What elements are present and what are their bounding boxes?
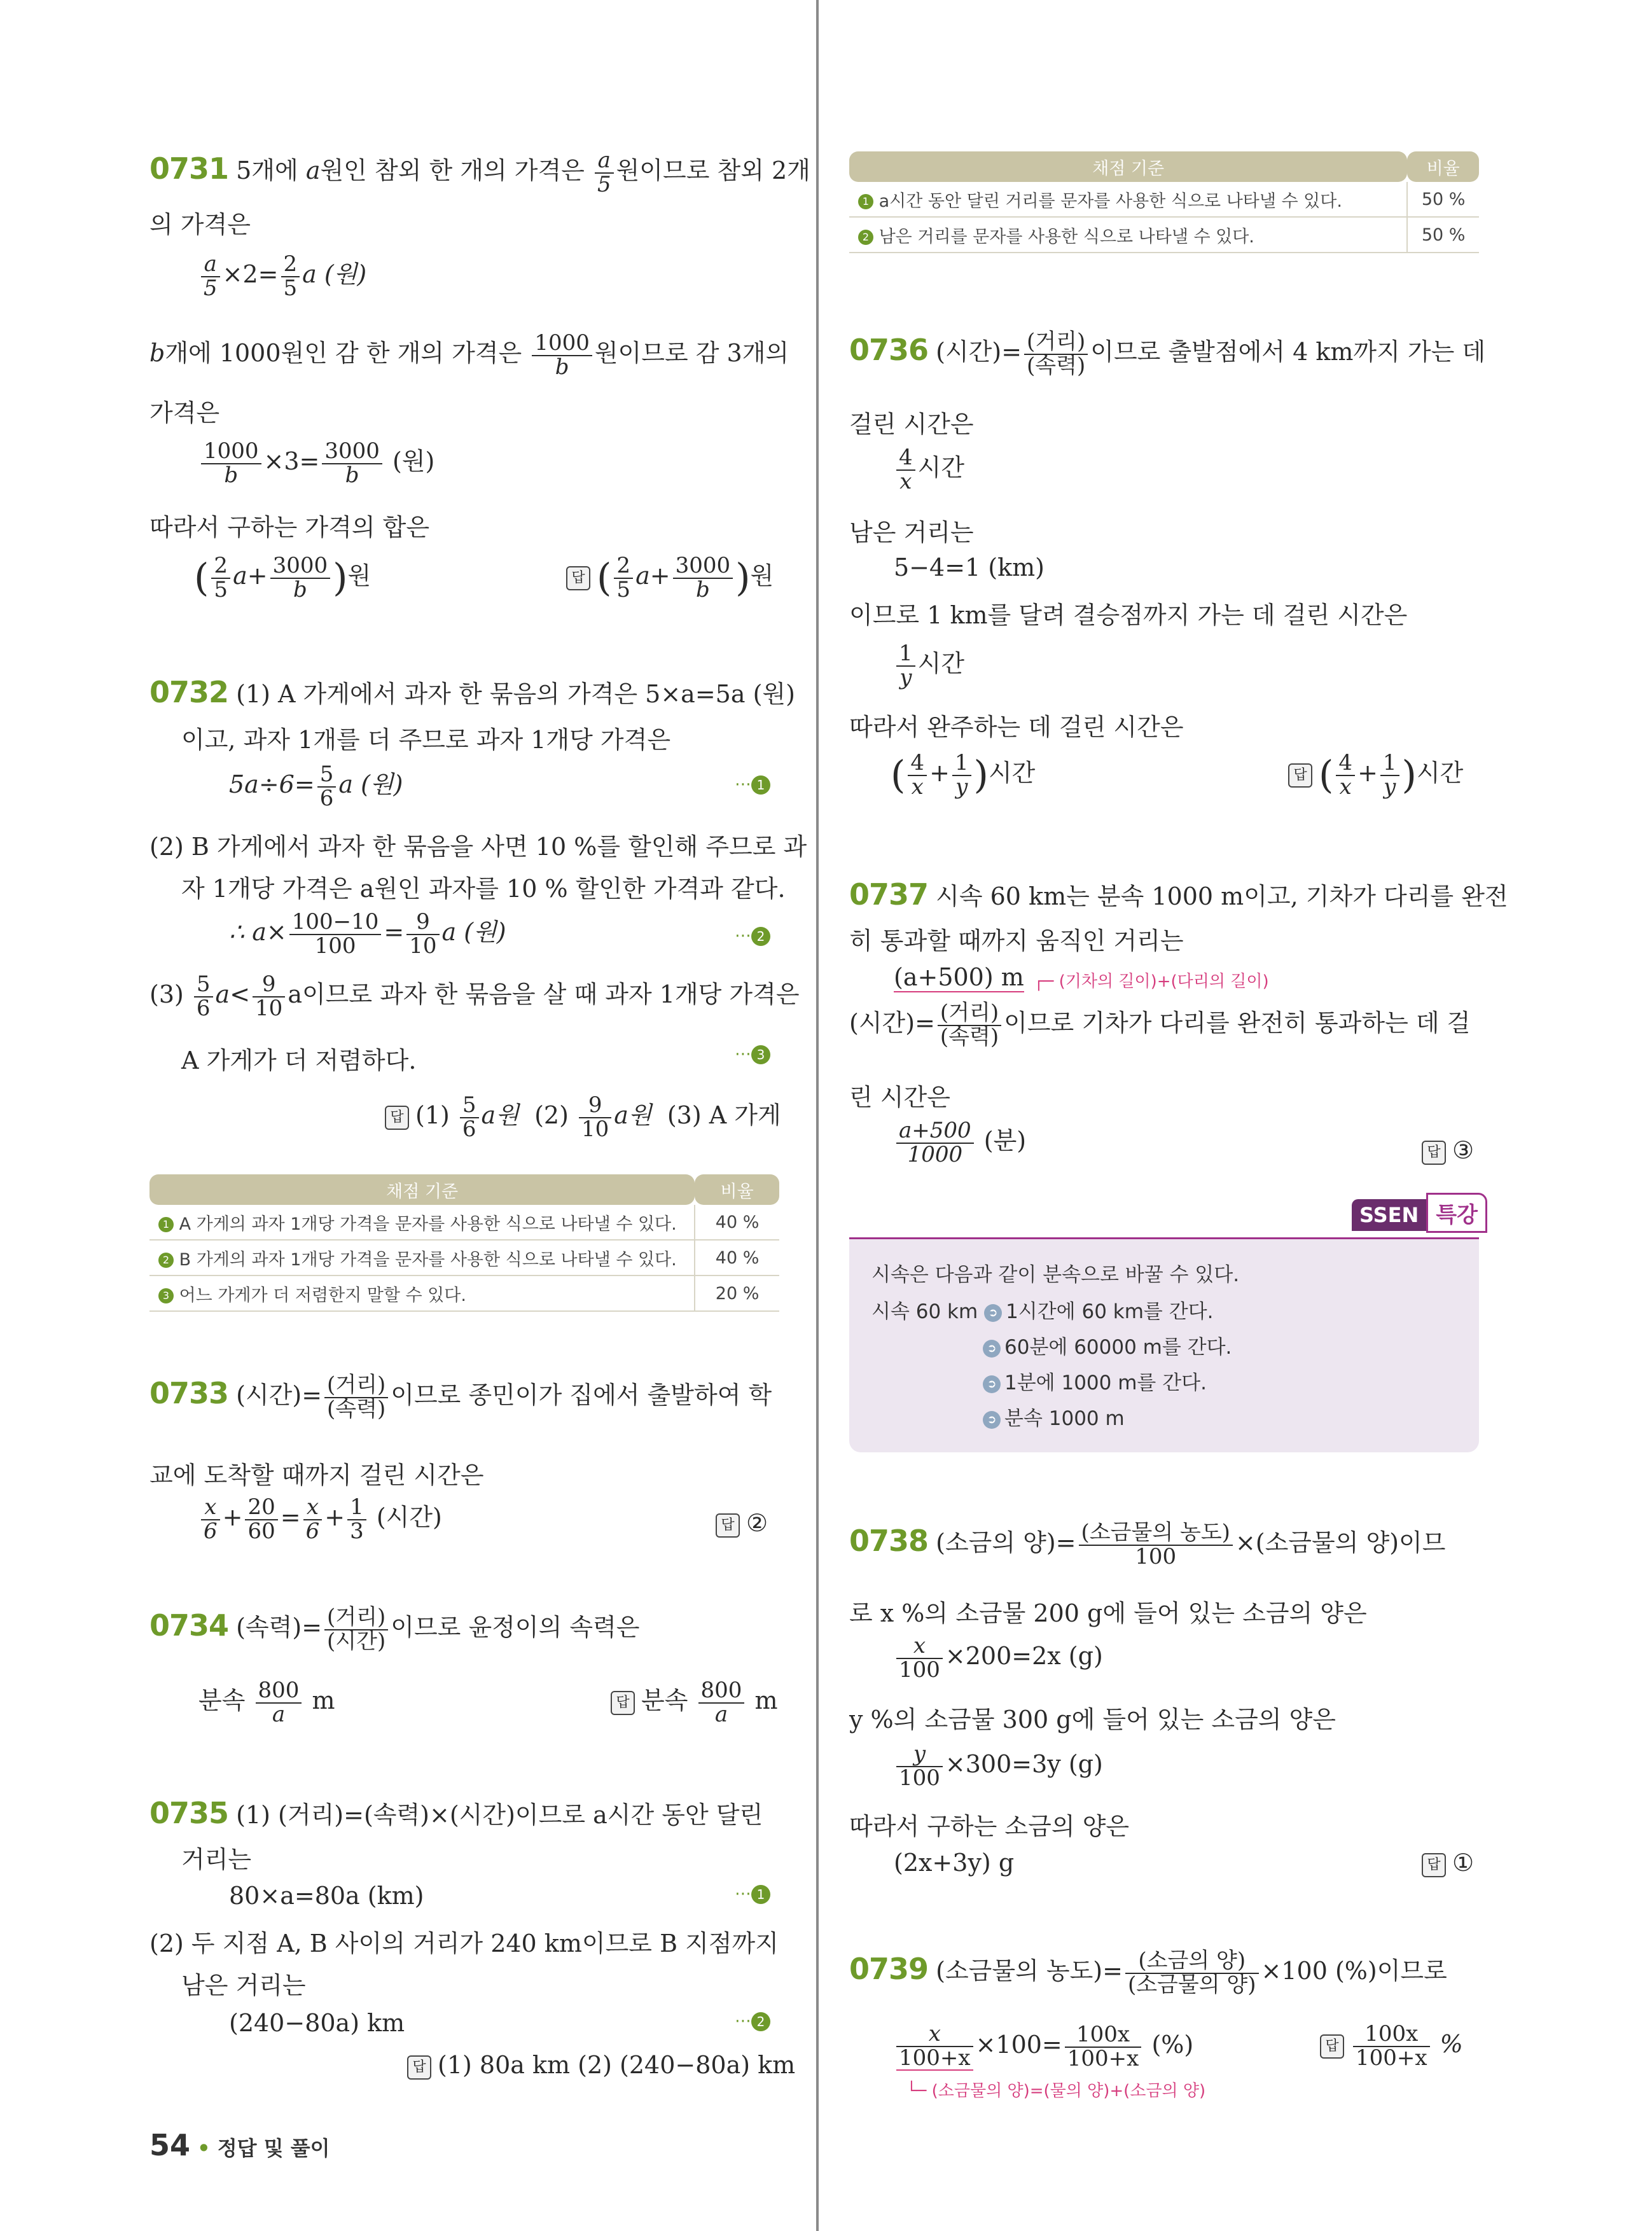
arrow-icon: ➲: [983, 1340, 1001, 1358]
answer-icon: 답: [716, 1513, 740, 1538]
problem-number: 0736: [849, 333, 929, 368]
ssen-tag: SSEN 특강: [1352, 1193, 1487, 1230]
problem-0732-line2: 이고, 과자 1개를 더 주므로 과자 1개당 가격은: [181, 726, 671, 754]
answer-icon: 답: [611, 1691, 635, 1715]
problem-0736-eq1: $\frac{4}{x}$ 시간: [894, 447, 964, 493]
problem-0738-answer: 답 ①: [1422, 1849, 1474, 1877]
problem-0732-line1: 0732 (1) A 가게에서 과자 한 묶음의 가격은 5×a=5a (원): [149, 675, 795, 709]
arrow-icon: ➲: [983, 1411, 1001, 1429]
column-divider: [816, 0, 819, 2231]
ssen-line5: ➲ 분속 1000 m: [983, 1402, 1125, 1431]
problem-0735-answer: 답 (1) 80a km (2) (240−80a) km: [407, 2051, 795, 2080]
problem-0735-line1: 0735 (1) (거리)=(속력)×(시간)이므로 a시간 동안 달린: [149, 1796, 763, 1830]
problem-number: 0732: [149, 675, 229, 709]
step-marker-2: ⋯ 2: [735, 2012, 770, 2031]
problem-0738-eq3: (2x+3y) g: [894, 1849, 1015, 1877]
problem-0732-line6: A 가게가 더 저렴하다.: [181, 1046, 417, 1074]
problem-0736-line2: 걸린 시간은: [849, 410, 974, 438]
page-number: 54: [149, 2128, 191, 2162]
problem-0737-eq1: (a+500) m: [894, 963, 1024, 991]
ssen-special-box: [849, 1237, 1479, 1452]
problem-0738-line1: 0738 (소금의 양)= $\frac{\text{(소금물의 농도)}}{100}$ ×(소금물의 양)이므: [849, 1520, 1446, 1569]
problem-0736-eq4: ( $\frac{4}{x}$ + $\frac{1}{y}$ )시간: [891, 750, 1036, 800]
problem-0732-answer: 답 (1) $\frac{5}{6}$ a원 (2) $\frac{9}{10}$ a원 (3) A 가게: [385, 1094, 781, 1141]
problem-0732-eq2: ∴ a× $\frac{100-10}{100}$ = $\frac{9}{10}$ a (원): [229, 909, 506, 959]
problem-0731-eq3: ( $\frac{2}{5}$ a+ $\frac{3000}{b}$ )원: [194, 553, 371, 602]
scoring-table-0732: [149, 1174, 779, 1312]
step-marker-3: ⋯ 3: [735, 1045, 770, 1064]
problem-0738-eq1: $\frac{x}{100}$ ×200=2x (g): [894, 1635, 1103, 1681]
problem-0736-eq3: $\frac{1}{y}$ 시간: [894, 643, 964, 689]
problem-0733-line2: 교에 도착할 때까지 걸린 시간은: [149, 1461, 484, 1489]
table-header: 비율: [695, 1174, 779, 1205]
problem-0731-eq2: $\frac{1000}{b}$ ×3= $\frac{3000}{b}$ (원): [198, 440, 434, 487]
table-row: 2 남은 거리를 문자를 사용한 식으로 나타낼 수 있다. 50 %: [849, 217, 1479, 253]
table-row: 1 a시간 동안 달린 거리를 문자를 사용한 식으로 나타낼 수 있다. 50 %: [849, 182, 1479, 217]
problem-number: 0739: [849, 1952, 929, 1987]
annotation-note: └─ (소금물의 양)=(물의 양)+(소금의 양): [906, 2082, 1206, 2101]
step-marker-1: ⋯ 1: [735, 775, 770, 795]
problem-0732-eq1: 5a÷6= $\frac{5}{6}$ a (원): [229, 761, 403, 811]
problem-0734-eq: 분속 $\frac{800}{a}$ m: [198, 1678, 335, 1727]
answer-icon: 답: [566, 566, 590, 590]
answer-icon: 답: [1422, 1141, 1446, 1165]
problem-0739-line1: 0739 (소금물의 농도)= $\frac{\text{(소금의 양)}}{\text{(소금물의 양)}}$ ×100 (%)이므로: [849, 1948, 1447, 1998]
page-footer: 54 • 정답 및 풀이: [149, 2128, 330, 2162]
ssen-line3: ➲ 60분에 60000 m를 간다.: [983, 1331, 1232, 1359]
answer-icon: 답: [407, 2055, 431, 2080]
problem-0735-line4: 남은 거리는: [181, 1971, 306, 1999]
answer-icon: 답: [1422, 1853, 1446, 1877]
annotation-note: ┌─ (기차의 길이)+(다리의 길이): [1034, 972, 1269, 991]
scoring-table-0735: [849, 151, 1479, 253]
problem-0734-line1: 0734 (속력)= $\frac{\text{(거리)}}{\text{(시간)}}$ 이므로 윤정이의 속력은: [149, 1604, 640, 1654]
problem-0731-line2: 의 가격은: [149, 211, 251, 239]
problem-0736-line1: 0736 (시간)= $\frac{\text{(거리)}}{\text{(속력)}}$ 이므로 출발점에서 4 km까지 가는 데: [849, 329, 1486, 379]
problem-number: 0737: [849, 877, 929, 912]
problem-0731-answer: 답 ( $\frac{2}{5}$ a+ $\frac{3000}{b}$ )원: [566, 555, 774, 601]
answer-icon: 답: [1320, 2034, 1344, 2059]
problem-0731-line3: b개에 1000원인 감 한 개의 가격은 $\frac{1000}{b}$ 원이므로 감 3개의: [149, 330, 789, 380]
problem-0739-eq1: $\frac{x}{100+x}$ ×100= $\frac{100x}{100+x}$ (%): [894, 2023, 1193, 2071]
problem-0738-line4: 따라서 구하는 소금의 양은: [849, 1812, 1130, 1840]
problem-0737-line4: 린 시간은: [849, 1083, 950, 1111]
problem-0732-line3: (2) B 가게에서 과자 한 묶음을 사면 10 %를 할인해 주므로 과: [149, 833, 807, 861]
problem-0737-line3: (시간)= $\frac{\text{(거리)}}{\text{(속력)}}$ 이므로 기차가 다리를 완전히 통과하는 데 걸: [849, 1000, 1471, 1050]
problem-number: 0738: [849, 1524, 929, 1559]
problem-0733-answer: 답 ②: [716, 1509, 768, 1538]
problem-number: 0733: [149, 1376, 229, 1411]
table-header: 채점 기준: [849, 151, 1407, 182]
problem-0736-line5: 따라서 완주하는 데 걸린 시간은: [849, 713, 1184, 741]
problem-0731-line1: 0731 5개에 a원인 참외 한 개의 가격은 $\frac{a}{5}$ 원이므로 참외 2개: [149, 148, 810, 197]
table-header: 비율: [1407, 151, 1479, 182]
problem-0735-eq1: 80×a=80a (km): [229, 1882, 424, 1910]
answer-icon: 답: [1288, 763, 1312, 788]
problem-0738-line2: 로 x %의 소금물 200 g에 들어 있는 소금의 양은: [849, 1599, 1367, 1627]
problem-0737-line1: 0737 시속 60 km는 분속 1000 m이고, 기차가 다리를 완전: [849, 877, 1508, 912]
problem-0736-line3: 남은 거리는: [849, 518, 974, 546]
step-marker-2: ⋯ 2: [735, 926, 770, 946]
problem-0739-answer: 답 $\frac{100x}{100+x}$ %: [1320, 2023, 1463, 2069]
problem-0732-line5: (3) $\frac{5}{6}$ a< $\frac{9}{10}$ a이므로 과자 한 묶음을 살 때 과자 1개당 가격은: [149, 971, 800, 1021]
fraction: $\frac{a}{5}$: [595, 149, 614, 196]
problem-0738-eq2: $\frac{y}{100}$ ×300=3y (g): [894, 1743, 1103, 1790]
problem-0735-eq2: (240−80a) km: [229, 2009, 405, 2037]
arrow-icon: ➲: [983, 1375, 1001, 1393]
problem-0732-line4: 자 1개당 가격은 a원인 과자를 10 % 할인한 가격과 같다.: [181, 875, 786, 903]
problem-0738-line3: y %의 소금물 300 g에 들어 있는 소금의 양은: [849, 1706, 1336, 1734]
problem-0733-eq: $\frac{x}{6}$ + $\frac{20}{60}$ = $\frac{x}{6}$ + $\frac{1}{3}$ (시간): [198, 1496, 442, 1543]
problem-number: 0735: [149, 1796, 229, 1830]
arrow-icon: ➲: [984, 1304, 1002, 1322]
ssen-line1: 시속은 다음과 같이 분속으로 바꿀 수 있다.: [871, 1263, 1240, 1286]
problem-0736-eq2: 5−4=1 (km): [894, 553, 1045, 581]
problem-0733-line1: 0733 (시간)= $\frac{\text{(거리)}}{\text{(속력)}}$ 이므로 종민이가 집에서 출발하여 학: [149, 1372, 772, 1422]
problem-0737-answer: 답 ③: [1422, 1136, 1474, 1165]
table-row: 3 어느 가게가 더 저렴한지 말할 수 있다. 20 %: [149, 1275, 779, 1311]
step-marker-1: ⋯ 1: [735, 1884, 770, 1904]
problem-0735-line2: 거리는: [181, 1845, 252, 1873]
problem-number: 0734: [149, 1608, 229, 1643]
table-row: 1 A 가게의 과자 1개당 가격을 문자를 사용한 식으로 나타낼 수 있다. 40 %: [149, 1205, 779, 1240]
ssen-line4: ➲ 1분에 1000 m를 간다.: [983, 1366, 1207, 1395]
problem-0736-answer: 답 ( $\frac{4}{x}$ + $\frac{1}{y}$ )시간: [1288, 752, 1463, 798]
problem-0731-line4: 가격은: [149, 399, 220, 427]
problem-number: 0731: [149, 151, 229, 186]
ssen-line2: 시속 60 km ➲ 1시간에 60 km를 간다.: [871, 1300, 1214, 1323]
problem-0736-line4: 이므로 1 km를 달려 결승점까지 가는 데 걸린 시간은: [849, 601, 1408, 629]
problem-0735-line3: (2) 두 지점 A, B 사이의 거리가 240 km이므로 B 지점까지: [149, 1929, 779, 1957]
answer-icon: 답: [385, 1106, 409, 1130]
problem-0734-answer: 답 분속 $\frac{800}{a}$ m: [611, 1679, 778, 1726]
table-header: 채점 기준: [149, 1174, 695, 1205]
problem-0737-line2: 히 통과할 때까지 움직인 거리는: [849, 927, 1184, 955]
problem-0731-eq1: $\frac{a}{5}$ ×2= $\frac{2}{5}$ a (원): [198, 253, 366, 300]
table-row: 2 B 가게의 과자 1개당 가격을 문자를 사용한 식으로 나타낼 수 있다. 40 %: [149, 1240, 779, 1275]
problem-0731-line5: 따라서 구하는 가격의 합은: [149, 513, 430, 541]
problem-0737-eq2: $\frac{a+500}{1000}$ (분): [894, 1120, 1026, 1166]
